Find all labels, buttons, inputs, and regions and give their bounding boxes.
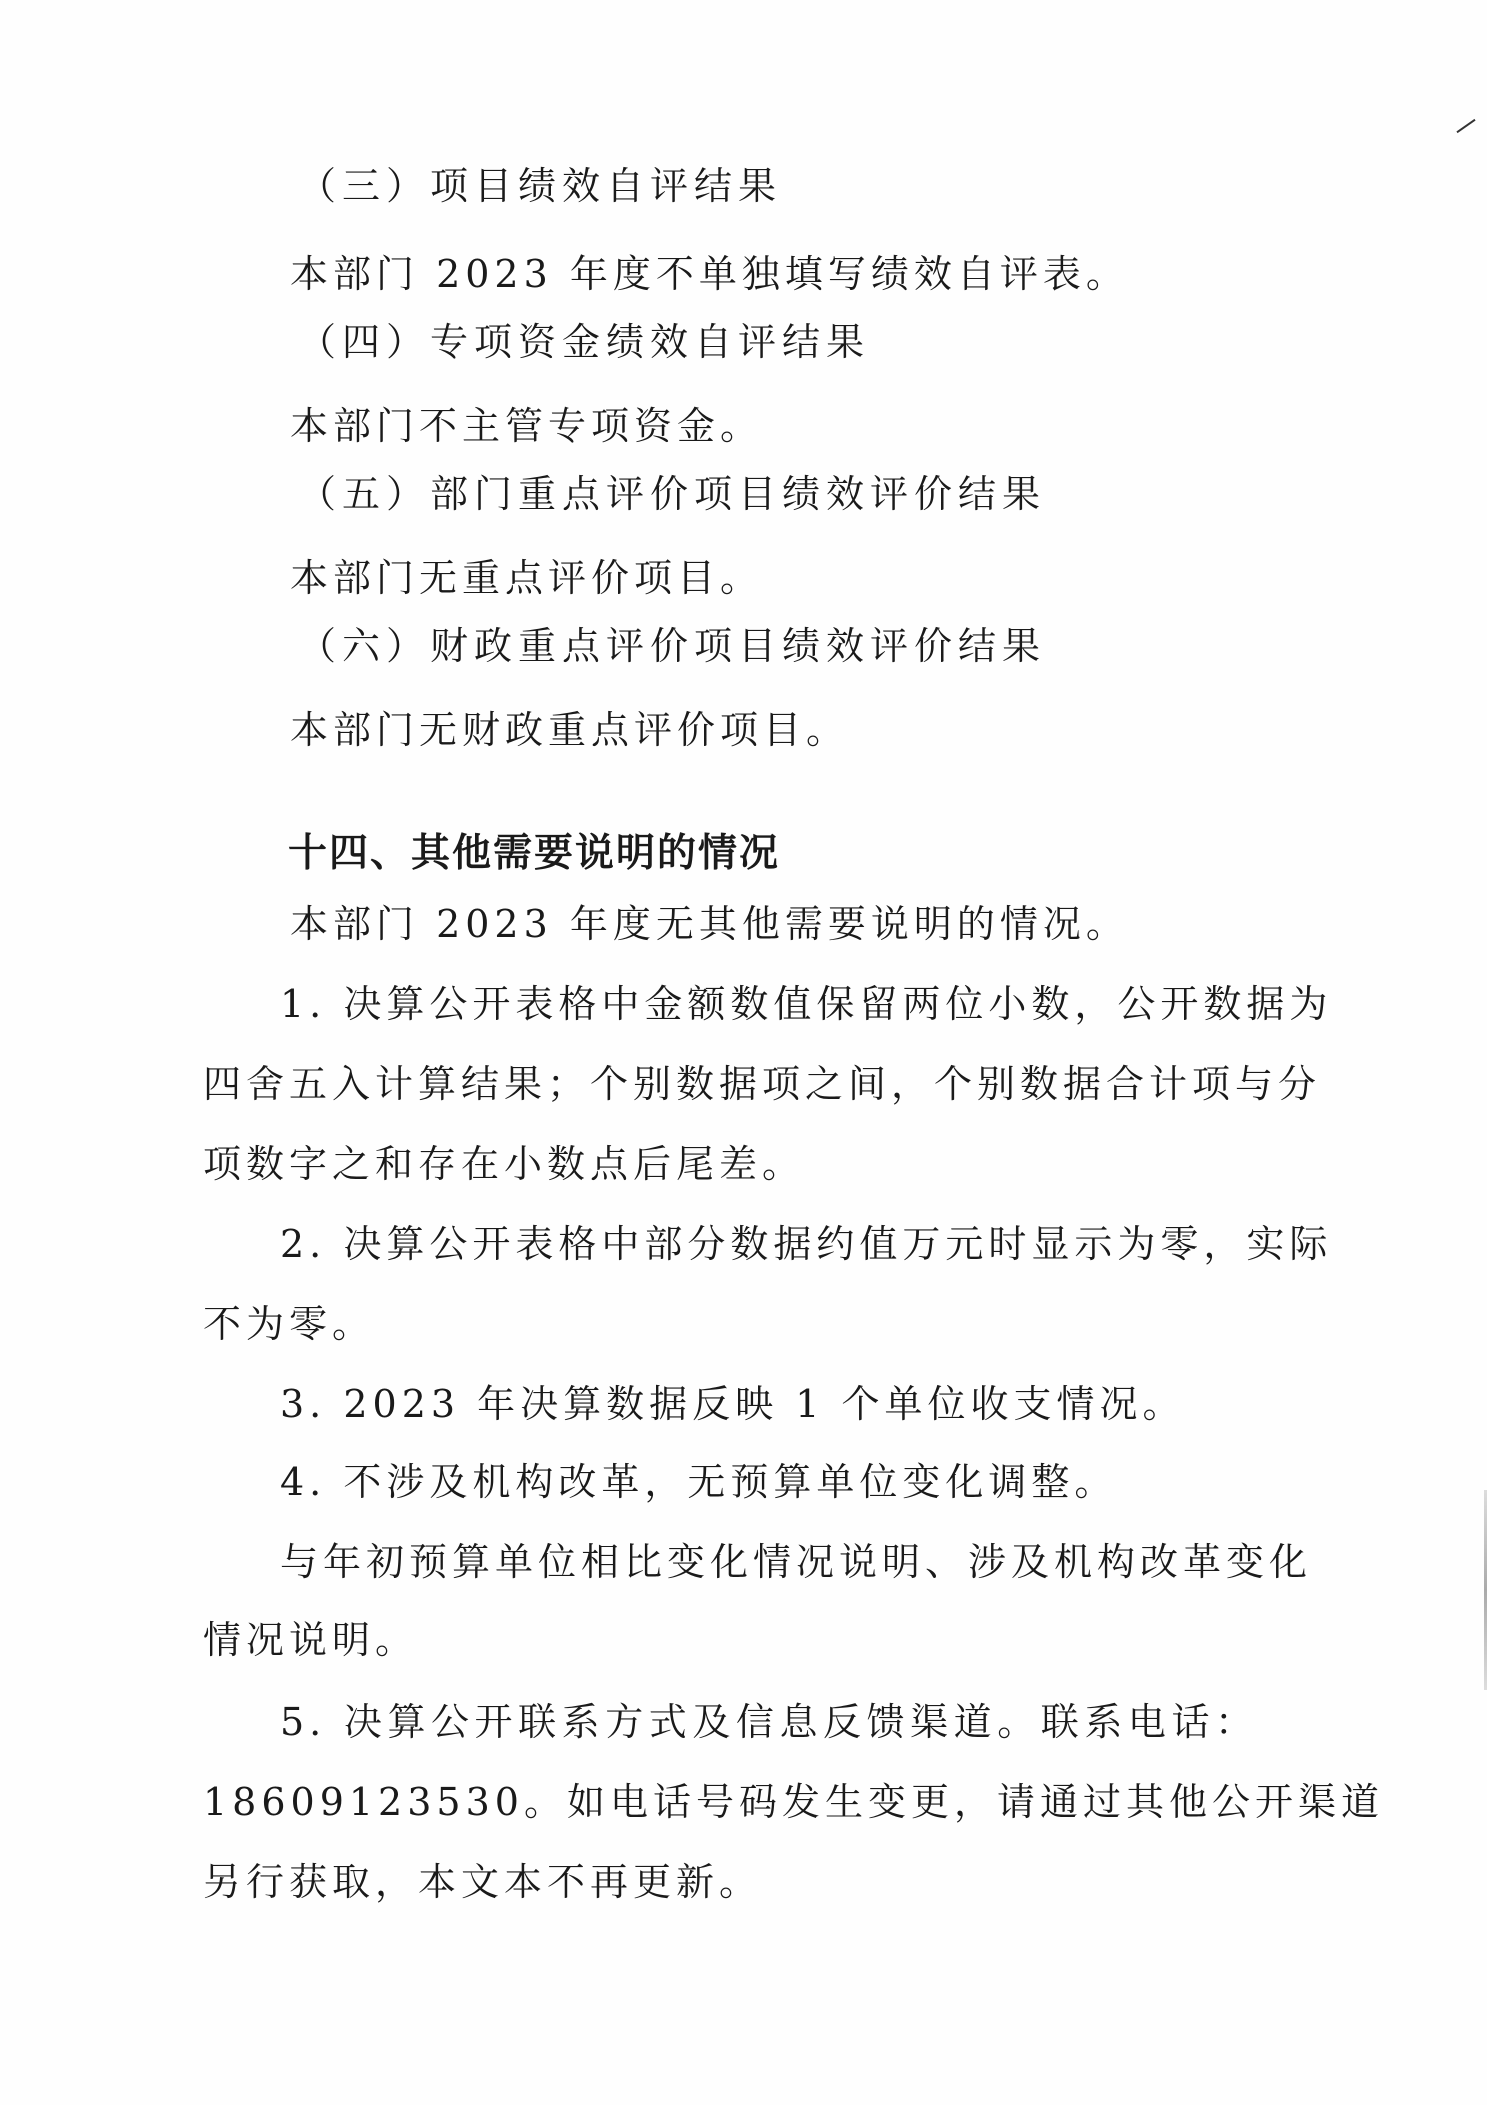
subsection-body-6: 本部门无财政重点评价项目。 [290,708,850,752]
subsection-heading-4: （四）专项资金绩效自评结果 [298,320,871,364]
subsection-heading-6: （六）财政重点评价项目绩效评价结果 [298,624,1047,668]
note-line-1: 与年初预算单位相比变化情况说明、涉及机构改革变化 [280,1540,1313,1584]
item-1-line-2: 四舍五入计算结果；个别数据项之间，个别数据合计项与分 [203,1062,1322,1106]
note-line-2: 情况说明。 [203,1618,419,1662]
subsection-body-4: 本部门不主管专项资金。 [290,404,764,448]
subsection-heading-3: （三）项目绩效自评结果 [298,164,783,208]
subsection-body-5: 本部门无重点评价项目。 [290,556,764,600]
item-5-line-1: 5. 决算公开联系方式及信息反馈渠道。联系电话： [280,1700,1258,1744]
item-5-line-2: 18609123530。如电话号码发生变更，请通过其他公开渠道 [203,1780,1384,1824]
subsection-heading-5: （五）部门重点评价项目绩效评价结果 [298,472,1047,516]
item-2-line-1: 2. 决算公开表格中部分数据约值万元时显示为零，实际 [280,1222,1333,1266]
item-4: 4. 不涉及机构改革，无预算单位变化调整。 [280,1460,1118,1504]
section-title: 十四、其他需要说明的情况 [288,831,781,876]
item-5-line-3: 另行获取，本文本不再更新。 [203,1860,763,1904]
section-intro: 本部门 2023 年度无其他需要说明的情况。 [290,902,1129,946]
subsection-body-3: 本部门 2023 年度不单独填写绩效自评表。 [290,252,1129,296]
item-2-line-2: 不为零。 [203,1302,376,1346]
item-3: 3. 2023 年决算数据反映 1 个单位收支情况。 [280,1382,1186,1426]
item-1-line-3: 项数字之和存在小数点后尾差。 [203,1142,806,1186]
scan-mark [1456,119,1475,133]
item-1-line-1: 1. 决算公开表格中金额数值保留两位小数，公开数据为 [280,982,1333,1026]
